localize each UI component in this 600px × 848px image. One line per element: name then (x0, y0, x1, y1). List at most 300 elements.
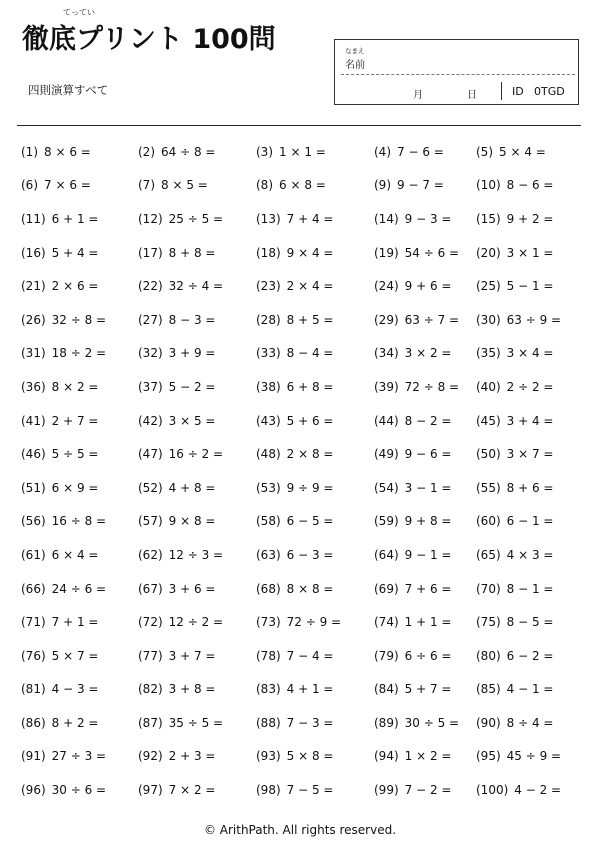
problem-expression: 16 ÷ 8 = (51, 514, 107, 529)
problem-item (256, 236, 374, 270)
problem-expression: 7 + 6 = (404, 581, 452, 596)
problem-item (476, 303, 586, 337)
problem-expression: 4 − 2 = (514, 783, 562, 798)
problem-item (21, 572, 138, 606)
problem-item (374, 740, 476, 774)
problem-expression: 8 − 4 = (286, 346, 334, 361)
problem-item (21, 538, 138, 572)
problem-item (256, 639, 374, 673)
problem-number: (7) (138, 178, 155, 193)
problem-item (476, 202, 586, 236)
problem-number: (59) (374, 514, 399, 529)
problem-number: (39) (374, 379, 399, 394)
problem-item (374, 505, 476, 539)
problem-item (138, 202, 256, 236)
problem-item (256, 673, 374, 707)
problem-expression: 18 ÷ 2 = (51, 346, 107, 361)
problem-item (476, 236, 586, 270)
problem-expression: 30 ÷ 6 = (51, 783, 107, 798)
problem-expression: 8 − 2 = (404, 413, 452, 428)
problem-number: (93) (256, 749, 281, 764)
problem-number: (16) (21, 245, 46, 260)
problem-item (138, 169, 256, 203)
problem-number: (6) (21, 178, 38, 193)
problem-number: (26) (21, 312, 46, 327)
problem-number: (1) (21, 144, 38, 159)
problem-item (374, 303, 476, 337)
problem-item (21, 773, 138, 807)
problem-number: (79) (374, 648, 399, 663)
problem-number: (54) (374, 480, 399, 495)
problem-item (21, 269, 138, 303)
problem-item (256, 706, 374, 740)
problem-item (374, 639, 476, 673)
problem-number: (3) (256, 144, 273, 159)
problem-item (21, 505, 138, 539)
problem-number: (82) (138, 682, 163, 697)
problem-number: (81) (21, 682, 46, 697)
problem-item (21, 605, 138, 639)
problem-item (138, 236, 256, 270)
problem-item (21, 370, 138, 404)
problem-item (138, 135, 256, 169)
problem-expression: 3 + 7 = (168, 648, 216, 663)
problem-item (476, 639, 586, 673)
problem-number: (32) (138, 346, 163, 361)
problem-expression: 30 ÷ 5 = (404, 715, 460, 730)
problem-expression: 5 × 7 = (51, 648, 99, 663)
problem-number: (21) (21, 279, 46, 294)
problem-item (138, 437, 256, 471)
problem-item (374, 605, 476, 639)
problem-number: (100) (476, 783, 509, 798)
problem-item (256, 538, 374, 572)
problem-expression: 7 × 6 = (44, 178, 91, 193)
problem-expression: 25 ÷ 5 = (168, 211, 224, 226)
problem-expression: 7 × 2 = (168, 783, 216, 798)
problem-expression: 9 × 4 = (286, 245, 334, 260)
problem-item (21, 706, 138, 740)
problem-expression: 3 − 1 = (404, 480, 452, 495)
title-furigana: てってい (63, 8, 95, 17)
problem-expression: 9 − 6 = (404, 447, 452, 462)
problem-item (21, 437, 138, 471)
problem-number: (30) (476, 312, 501, 327)
problem-number: (91) (21, 749, 46, 764)
problem-item (256, 740, 374, 774)
problem-item (21, 639, 138, 673)
problem-number: (87) (138, 715, 163, 730)
problem-number: (99) (374, 783, 399, 798)
problem-number: (98) (256, 783, 281, 798)
problem-expression: 8 + 2 = (51, 715, 99, 730)
name-date-box (334, 39, 579, 105)
problem-number: (65) (476, 547, 501, 562)
problem-item (21, 404, 138, 438)
day-label: 日 (467, 90, 477, 101)
problem-expression: 3 × 1 = (506, 245, 554, 260)
problem-number: (96) (21, 783, 46, 798)
problem-expression: 1 + 1 = (404, 615, 452, 630)
problem-number: (27) (138, 312, 163, 327)
problem-number: (19) (374, 245, 399, 260)
problem-number: (78) (256, 648, 281, 663)
problem-expression: 63 ÷ 9 = (506, 312, 562, 327)
name-furigana: なまえ (345, 47, 365, 55)
problem-expression: 32 ÷ 8 = (51, 312, 107, 327)
problem-item (21, 337, 138, 371)
problem-item (374, 135, 476, 169)
problem-expression: 8 + 5 = (286, 312, 334, 327)
problem-expression: 9 − 7 = (397, 178, 444, 193)
problem-number: (86) (21, 715, 46, 730)
page-subtitle: 四則演算すべて (28, 83, 109, 97)
problem-expression: 8 × 8 = (286, 581, 334, 596)
problem-expression: 8 + 8 = (168, 245, 216, 260)
month-label: 月 (413, 90, 423, 101)
problem-number: (71) (21, 615, 46, 630)
id-label: ID (512, 85, 524, 98)
problem-expression: 5 × 4 = (499, 144, 546, 159)
problem-item (256, 337, 374, 371)
problem-expression: 5 ÷ 5 = (51, 447, 99, 462)
problem-expression: 7 − 4 = (286, 648, 334, 663)
problem-number: (57) (138, 514, 163, 529)
problem-expression: 8 − 5 = (506, 615, 554, 630)
problem-item (374, 673, 476, 707)
problem-number: (80) (476, 648, 501, 663)
problem-item (476, 572, 586, 606)
problem-expression: 8 × 5 = (161, 178, 208, 193)
problem-item (138, 740, 256, 774)
problem-expression: 8 + 6 = (506, 480, 554, 495)
problem-expression: 1 × 2 = (404, 749, 452, 764)
problem-number: (73) (256, 615, 281, 630)
problem-item (21, 202, 138, 236)
problem-item (476, 169, 586, 203)
problem-expression: 12 ÷ 2 = (168, 615, 224, 630)
problem-item (374, 337, 476, 371)
problem-number: (45) (476, 413, 501, 428)
name-write-line (341, 74, 575, 75)
problem-item (21, 135, 138, 169)
problem-item (21, 169, 138, 203)
problem-item (476, 505, 586, 539)
problem-expression: 27 ÷ 3 = (51, 749, 107, 764)
problem-item (21, 740, 138, 774)
problem-item (374, 269, 476, 303)
problem-item (476, 605, 586, 639)
problem-number: (95) (476, 749, 501, 764)
problem-number: (47) (138, 447, 163, 462)
problem-item (138, 269, 256, 303)
problem-expression: 6 + 8 = (286, 379, 334, 394)
problem-number: (55) (476, 480, 501, 495)
problem-expression: 5 + 4 = (51, 245, 99, 260)
problem-number: (56) (21, 514, 46, 529)
problem-expression: 6 × 9 = (51, 480, 99, 495)
problem-expression: 5 − 1 = (506, 279, 554, 294)
problem-item (374, 538, 476, 572)
problem-number: (9) (374, 178, 391, 193)
problem-number: (43) (256, 413, 281, 428)
problem-expression: 5 − 2 = (168, 379, 216, 394)
problem-item (476, 404, 586, 438)
problem-number: (50) (476, 447, 501, 462)
problem-number: (29) (374, 312, 399, 327)
problem-expression: 64 ÷ 8 = (161, 144, 216, 159)
problem-number: (22) (138, 279, 163, 294)
problem-number: (13) (256, 211, 281, 226)
problem-item (256, 169, 374, 203)
problem-number: (92) (138, 749, 163, 764)
problem-item (138, 572, 256, 606)
problem-number: (76) (21, 648, 46, 663)
problem-item (256, 773, 374, 807)
problem-item (476, 370, 586, 404)
problem-item (138, 471, 256, 505)
problem-number: (36) (21, 379, 46, 394)
problem-number: (77) (138, 648, 163, 663)
problem-expression: 9 − 3 = (404, 211, 452, 226)
problem-number: (74) (374, 615, 399, 630)
problem-expression: 45 ÷ 9 = (506, 749, 562, 764)
problem-expression: 4 + 1 = (286, 682, 334, 697)
problem-item (138, 370, 256, 404)
problem-expression: 6 + 1 = (51, 211, 99, 226)
problem-item (256, 202, 374, 236)
problem-number: (20) (476, 245, 501, 260)
problem-item (21, 673, 138, 707)
problem-number: (48) (256, 447, 281, 462)
problem-number: (94) (374, 749, 399, 764)
problem-item (374, 236, 476, 270)
problem-number: (66) (21, 581, 46, 596)
problem-item (374, 437, 476, 471)
problem-item (256, 303, 374, 337)
problem-item (476, 437, 586, 471)
problem-expression: 3 × 2 = (404, 346, 452, 361)
problem-number: (44) (374, 413, 399, 428)
problem-number: (67) (138, 581, 163, 596)
problem-item (374, 471, 476, 505)
problem-expression: 2 ÷ 2 = (506, 379, 554, 394)
problem-number: (75) (476, 615, 501, 630)
problem-expression: 8 × 2 = (51, 379, 99, 394)
problem-item (374, 404, 476, 438)
problem-expression: 7 + 4 = (286, 211, 334, 226)
problem-item (476, 773, 586, 807)
problem-expression: 8 − 1 = (506, 581, 554, 596)
problem-number: (88) (256, 715, 281, 730)
problem-expression: 8 − 6 = (506, 178, 554, 193)
problem-number: (68) (256, 581, 281, 596)
problem-item (138, 639, 256, 673)
problem-number: (62) (138, 547, 163, 562)
problem-expression: 1 × 1 = (279, 144, 326, 159)
problem-expression: 8 − 3 = (168, 312, 216, 327)
problem-number: (40) (476, 379, 501, 394)
problem-number: (70) (476, 581, 501, 596)
problem-expression: 72 ÷ 8 = (404, 379, 460, 394)
problem-item (476, 740, 586, 774)
problem-expression: 9 + 2 = (506, 211, 554, 226)
problem-expression: 4 − 1 = (506, 682, 554, 697)
problem-number: (58) (256, 514, 281, 529)
problem-expression: 6 − 3 = (286, 547, 334, 562)
problem-expression: 6 − 1 = (506, 514, 554, 529)
problem-number: (83) (256, 682, 281, 697)
problem-expression: 3 × 7 = (506, 447, 554, 462)
problem-expression: 4 + 8 = (168, 480, 216, 495)
problem-number: (49) (374, 447, 399, 462)
problem-item (374, 370, 476, 404)
problem-item (256, 269, 374, 303)
problem-expression: 9 + 6 = (404, 279, 452, 294)
problem-item (256, 437, 374, 471)
problem-number: (24) (374, 279, 399, 294)
problem-item (374, 202, 476, 236)
problem-item (138, 505, 256, 539)
problem-expression: 35 ÷ 5 = (168, 715, 224, 730)
problem-item (256, 404, 374, 438)
problem-item (21, 471, 138, 505)
problem-number: (4) (374, 144, 391, 159)
problem-expression: 3 × 5 = (168, 413, 216, 428)
problem-item (256, 572, 374, 606)
problem-expression: 5 × 8 = (286, 749, 334, 764)
problem-item (138, 706, 256, 740)
problem-number: (28) (256, 312, 281, 327)
problem-expression: 7 − 6 = (397, 144, 444, 159)
problem-item (374, 169, 476, 203)
problem-expression: 9 ÷ 9 = (286, 480, 334, 495)
problem-expression: 6 × 8 = (279, 178, 326, 193)
problem-number: (42) (138, 413, 163, 428)
problem-number: (14) (374, 211, 399, 226)
problem-item (476, 706, 586, 740)
problem-number: (84) (374, 682, 399, 697)
problem-expression: 6 − 5 = (286, 514, 334, 529)
problem-number: (90) (476, 715, 501, 730)
problem-number: (18) (256, 245, 281, 260)
problem-expression: 9 − 1 = (404, 547, 452, 562)
problem-number: (97) (138, 783, 163, 798)
problem-expression: 16 ÷ 2 = (168, 447, 224, 462)
problem-expression: 7 − 2 = (404, 783, 452, 798)
problem-number: (46) (21, 447, 46, 462)
problem-expression: 7 − 3 = (286, 715, 334, 730)
problem-number: (8) (256, 178, 273, 193)
name-label: 名前 (345, 60, 365, 71)
problem-expression: 4 × 3 = (506, 547, 554, 562)
id-divider (501, 82, 502, 100)
problem-number: (89) (374, 715, 399, 730)
problem-item (138, 773, 256, 807)
problem-expression: 8 × 6 = (44, 144, 91, 159)
problem-number: (15) (476, 211, 501, 226)
problem-number: (41) (21, 413, 46, 428)
problem-expression: 6 ÷ 6 = (404, 648, 452, 663)
problem-number: (5) (476, 144, 493, 159)
problem-expression: 63 ÷ 7 = (404, 312, 460, 327)
problem-expression: 8 ÷ 4 = (506, 715, 554, 730)
problem-expression: 2 × 6 = (51, 279, 99, 294)
problem-expression: 3 + 6 = (168, 581, 216, 596)
problem-item (476, 269, 586, 303)
problem-number: (2) (138, 144, 155, 159)
problem-item (476, 673, 586, 707)
problem-expression: 54 ÷ 6 = (404, 245, 460, 260)
problem-item (138, 303, 256, 337)
problem-expression: 7 + 1 = (51, 615, 99, 630)
problem-item (374, 572, 476, 606)
problem-item (476, 471, 586, 505)
problem-item (138, 337, 256, 371)
problem-item (138, 404, 256, 438)
problem-number: (61) (21, 547, 46, 562)
problem-number: (53) (256, 480, 281, 495)
problem-expression: 9 + 8 = (404, 514, 452, 529)
problem-expression: 2 + 7 = (51, 413, 99, 428)
problem-grid (21, 135, 586, 805)
problem-expression: 5 + 7 = (404, 682, 452, 697)
problem-expression: 3 × 4 = (506, 346, 554, 361)
problem-expression: 5 + 6 = (286, 413, 334, 428)
problem-number: (85) (476, 682, 501, 697)
problem-number: (31) (21, 346, 46, 361)
problem-item (256, 605, 374, 639)
problem-item (476, 135, 586, 169)
problem-expression: 2 + 3 = (168, 749, 216, 764)
problem-item (138, 538, 256, 572)
problem-expression: 2 × 4 = (286, 279, 334, 294)
problem-expression: 3 + 4 = (506, 413, 554, 428)
copyright-footer: © ArithPath. All rights reserved. (203, 823, 397, 837)
problem-item (256, 370, 374, 404)
problem-number: (63) (256, 547, 281, 562)
id-value: 0TGD (534, 85, 565, 98)
problem-number: (10) (476, 178, 501, 193)
problem-expression: 6 × 4 = (51, 547, 99, 562)
page-title: 徹底プリント 100問 (22, 24, 276, 55)
problem-expression: 12 ÷ 3 = (168, 547, 224, 562)
problem-expression: 3 + 9 = (168, 346, 216, 361)
problem-number: (34) (374, 346, 399, 361)
problem-number: (52) (138, 480, 163, 495)
problem-item (256, 505, 374, 539)
problem-number: (69) (374, 581, 399, 596)
problem-item (476, 538, 586, 572)
problem-item (21, 303, 138, 337)
problem-number: (60) (476, 514, 501, 529)
problem-expression: 2 × 8 = (286, 447, 334, 462)
problem-expression: 24 ÷ 6 = (51, 581, 107, 596)
problem-expression: 7 − 5 = (286, 783, 334, 798)
problem-number: (11) (21, 211, 46, 226)
problem-number: (12) (138, 211, 163, 226)
problem-number: (51) (21, 480, 46, 495)
problem-number: (37) (138, 379, 163, 394)
problem-number: (35) (476, 346, 501, 361)
problem-number: (72) (138, 615, 163, 630)
problem-number: (38) (256, 379, 281, 394)
problem-expression: 3 + 8 = (168, 682, 216, 697)
header-divider (17, 125, 581, 126)
problem-number: (23) (256, 279, 281, 294)
problem-item (21, 236, 138, 270)
problem-item (138, 673, 256, 707)
